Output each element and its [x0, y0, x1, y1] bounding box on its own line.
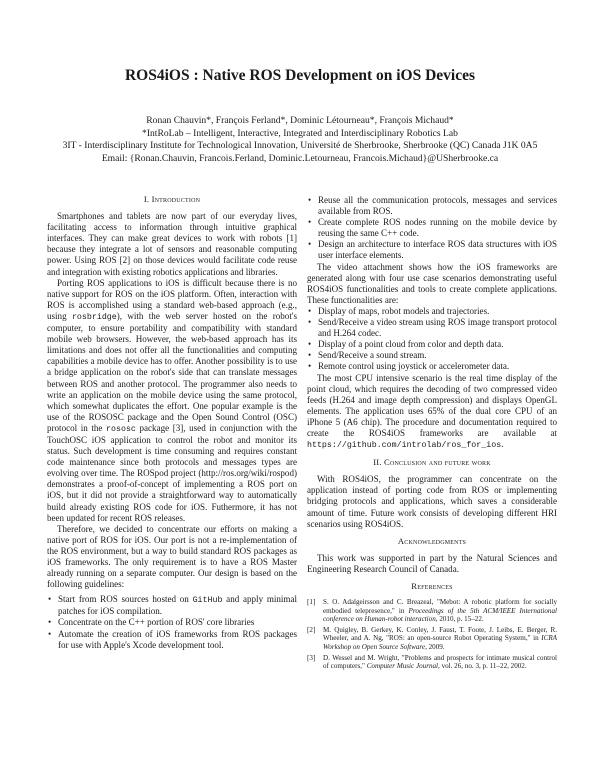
code-rosbridge: rosbridge	[71, 312, 117, 322]
text-run: , vol. 26, no. 3, p. 11–22, 2002.	[438, 662, 527, 671]
reference-list	[307, 598, 557, 671]
text-run: D. Wessel and M. Wright, "Problems and prospects for intimate musical control of computers,"	[323, 653, 557, 671]
reference-number: [1]	[307, 598, 316, 607]
list-item: • Concentrate on the C++ portion of ROS' core libraries	[47, 617, 297, 628]
acknowledgments-paragraph: This work was supported in part by the Natural Sciences and Engineering Research Council of Canada.	[307, 552, 557, 574]
section-heading-acknowledgments: Acknowledgments	[397, 535, 467, 546]
text-run: , 2009.	[425, 643, 445, 652]
right-column	[307, 195, 557, 673]
list-item: • Remote control using joystick or accelerometer data.	[307, 361, 557, 372]
section-heading-introduction: I. Introduction	[143, 194, 201, 204]
text-run: S. O. Adalgeirsson and C. Breazeal, "Mebot: A robotic platform for socially embodied telepresence," in	[323, 598, 557, 615]
reference-venue: Computer Music Journal	[366, 662, 439, 671]
list-item	[47, 594, 297, 617]
text-run: , 2010, p. 15–22.	[435, 615, 484, 624]
list-item: • Reuse all the communication protocols, messages and services available from ROS.	[307, 195, 557, 217]
list-item: • Send/Receive a video stream using ROS image transport protocol and H.264 codec.	[307, 317, 557, 339]
left-column	[47, 194, 297, 651]
section-heading-references: References	[411, 581, 453, 591]
reference-number: [2]	[307, 625, 316, 634]
list-item: • Send/Receive a sound stream.	[307, 350, 557, 361]
functionalities-list	[307, 306, 557, 373]
repository-url: https://github.com/introlab/ros_for_ios	[307, 441, 502, 451]
guidelines-list	[47, 594, 297, 650]
reference-item	[307, 654, 557, 671]
list-item: • Display of a point cloud from color and depth data.	[307, 339, 557, 350]
paper-title: ROS4iOS : Native ROS Development on iOS Devices	[124, 67, 476, 84]
affiliation-institute: 3IT - Interdisciplinary Institute for Technological Innovation, Université de Sherbrooke, Sherbrooke (QC) Canada J1K 0A5	[62, 140, 538, 151]
text-run: ), with the web server hosted on the robot's computer, to ensure portability and compatibility with standard mobile web browsers. However, the web-based approach has its limitations and does not offer all the functionalities and computing capabilities a mobile device has to offer. Another possibility is to use a bridge application on the robot's side that can translate messages between ROS and another protocol. The programmer also needs to write an application on the mobile device using the same protocol, which somewhat duplicates the effort. One popular example is the use of the ROSOSC package and the Open Sound Control (OSC) protocol in the	[47, 310, 297, 433]
code-rososc: rososc	[106, 424, 136, 434]
code-github: GitHub	[192, 596, 223, 606]
section-heading-conclusion: II. Conclusion and future work	[373, 457, 491, 468]
affiliation-lab: *IntRoLab – Intelligent, Interactive, Integrated and Interdisciplinary Robotics Lab	[142, 128, 458, 139]
text-run: Porting ROS applications to iOS is difficult because there is no native support for ROS on the iOS platform. Often, interaction with ROS is accomplished using a standard web-based approach (e.g., using	[47, 277, 297, 321]
reference-item	[307, 598, 557, 624]
intro-paragraph-5	[307, 373, 557, 452]
text-run: M. Quigley, B. Gerkey, K. Conley, J. Faust, T. Foote, J. Leibs, E. Berger, R. Wheeler, and A. Ng, "ROS: an open-source Robot Operating System," in	[323, 625, 557, 643]
guidelines-list-continued	[307, 195, 557, 262]
intro-paragraph-3: Therefore, we decided to concentrate our efforts on making a native port of ROS for iOS. Our port is not a re-implementation of the ROS environment, but a way to build standard ROS packages as iOS frameworks. The only requirement is to have a ROS Master already running on a separate computer. Our design is based on the following guidelines:	[47, 523, 297, 590]
list-item: • Design an architecture to interface ROS data structures with iOS user interface elements.	[307, 239, 557, 261]
list-item: • Automate the creation of iOS frameworks from ROS packages for use with Apple's Xcode development tool.	[47, 629, 297, 651]
intro-paragraph-4: The video attachment shows how the iOS frameworks are generated along with four use case scenarios demonstrating useful ROS4iOS functionalities and tools to create complete applications. These functionalities are:	[307, 261, 557, 305]
list-item: • Create complete ROS nodes running on the mobile device by reusing the same C++ code.	[307, 217, 557, 239]
text-run: The most CPU intensive scenario is the real time display of the point cloud, which requires the decoding of two compressed video feeds (H.264 and image depth compression) and displays OpenGL elements. The application uses 65% of the dual core CPU of an iPhone 5 (A6 chip). The procedure and documentation required to create the ROS4iOS frameworks are available at	[307, 372, 557, 438]
reference-number: [3]	[307, 653, 316, 662]
author-list: Ronan Chauvin*, François Ferland*, Dominic Létourneau*, François Michaud*	[146, 115, 454, 126]
conclusion-paragraph: With ROS4iOS, the programmer can concentrate on the application instead of porting code from ROS or implementing bridging protocols and applications, which saves a considerable amount of time. Future work consists of developing different HRI scenarios using ROS4iOS.	[307, 474, 557, 529]
text-run: Start from ROS sources hosted on	[58, 594, 193, 605]
list-item: • Display of maps, robot models and trajectories.	[307, 306, 557, 317]
reference-item	[307, 626, 557, 652]
intro-paragraph-1: Smartphones and tablets are now part of our everyday lives, facilitating access to information through intuitive graphical interfaces. They can make great devices to work with robots [1] because they integrate a lot of sensors and reasonable computing power. Using ROS [2] on those devices would facilitate code reuse and integration with existing robotics applications and libraries.	[47, 211, 297, 277]
intro-paragraph-2	[47, 278, 297, 524]
text-run: package [3], used in conjunction with the TouchOSC iOS application to control the robot and monitor its status. Such development is time consuming and requires constant code maintenance since both protocols and messages types are evolving over time. The ROSpod project (http://ros.org/wiki/rospod) demonstrates a proof-of-concept of implementing a ROS port on iOS, but it did not provide a straightforward way to automatically build already existing ROS code for iOS. Futhermore, it has not been updated for recent ROS releases.	[47, 422, 297, 523]
text-run: .	[501, 439, 504, 450]
reference-venue: ICRA Workshop on Open Source Software	[323, 634, 557, 652]
author-emails: Email: {Ronan.Chauvin, Francois.Ferland, Dominic.Letourneau, Francois.Michaud}@USherbrooke.ca	[101, 153, 499, 164]
reference-venue: Proceedings of the 5th ACM/IEEE International conference on Human-robot interaction	[323, 606, 557, 624]
text-run: and apply minimal patches for iOS compilation.	[58, 594, 297, 617]
